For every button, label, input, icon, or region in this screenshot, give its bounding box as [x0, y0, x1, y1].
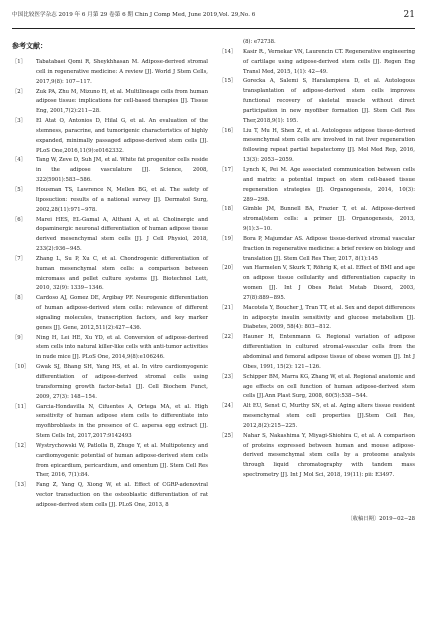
page-number: 21	[403, 10, 415, 20]
reference-text: Tabatabaei Qomi R, Sheykhhasan M. Adipose-derived stromal cell in regenerative medicine: A review [J]. World J Stem Cells, 2017,9(8): 107−117.	[36, 59, 208, 85]
reference-number: ［24］	[219, 403, 237, 410]
reference-text: Hauner H, Entenmann G. Regional variation of adipose differentiation in cultured stromal-vascular cells from the abdominal and femoral adipose tissue of obese women [J]. Int J Obes, 1991, 15(2): 121−126.	[243, 334, 415, 370]
reference-number: ［2］	[12, 88, 26, 95]
reference-item	[219, 127, 415, 166]
reference-item	[219, 333, 415, 372]
reference-text: Zuk PA, Zhu M, Mizuno H, et al. Multilineage cells from human adipose tissue: implications for cell-based therapies [J]. Tissue Eng, 2001,7(2):211−28.	[36, 88, 208, 115]
reference-item	[219, 235, 415, 265]
reference-list-right	[219, 48, 415, 481]
reference-number: ［8］	[12, 295, 26, 302]
reference-number: ［10］	[12, 364, 30, 371]
reference-text: Garcia-Hondavilla N, Cifuentes A, Ortega MA, et al. High sensitivity of human adipose stem cells to differentiate into myofibroblasts in the presence of C. aspersa egg extract [J]. Stem Cells Int, 2017,2017:9142493	[36, 403, 208, 440]
reference-item	[12, 255, 208, 294]
reference-item	[12, 294, 208, 333]
reference-number: ［7］	[12, 255, 26, 262]
reference-item	[12, 117, 208, 156]
reference-item	[12, 442, 208, 481]
reference-text: Alt EU, Senst C, Murthy SN, et al. Aging alters tissue resident mesenchymal stem cell properties [J].Stem Cell Res, 2012,8(2):215−225.	[243, 403, 415, 429]
reference-number: ［12］	[12, 442, 30, 449]
reference-number: ［22］	[219, 334, 237, 341]
reference-number: ［19］	[219, 235, 237, 242]
reference-number: ［3］	[12, 118, 26, 125]
reference-number: ［4］	[12, 157, 26, 164]
reference-number: ［20］	[219, 265, 237, 272]
reference-text: Liu T, Mu H, Shen Z, et al. Autologous adipose tissue-derived mesenchymal stem cells are involved in rat liver regeneration following repeat partial hepatectomy [J]. Mol Med Rep, 2016, 13(3): 2053−2059.	[243, 127, 415, 164]
reference-item	[219, 264, 415, 303]
reference-number: ［17］	[219, 166, 237, 173]
reference-text: van Harmelen V, Skurk T, Röhrig K, et al. Effect of BMI and age on adipose tissue cellularity and differentiation capacity in women [J]. Int J Obes Relat Metab Disord, 2003, 27(8):889−895.	[243, 265, 415, 301]
reference-item	[12, 363, 208, 402]
reference-text: Ning H, Lei HE, Xu YD, et al. Conversion of adipose-derived stem cells into natural killer-like cells with anti-tumor activities in nude mice [J]. PLoS One, 2014,9(8):e106246.	[36, 334, 208, 361]
references-right-column	[219, 38, 415, 525]
reference-item	[12, 88, 208, 118]
reference-text: El Atat O, Antonios D, Hilal G, et al. An evaluation of the stemness, paracrine, and tumorigenic characteristics of highly expanded, minimally passaged adipose-derived stem cells [J]. PLoS One,2016,11(9):e0162332.	[36, 118, 208, 154]
references-title: 参考文献：	[12, 42, 47, 50]
reference-number: ［25］	[219, 432, 237, 439]
journal-header-text: 中国比较医学杂志 2019 年 6 月第 29 卷第 6 期 Chin J Comp Med, June 2019,Vol. 29,No. 6	[12, 12, 256, 18]
reference-text: Tang W, Zeve D, Suh JM, et al. White fat progenitor cells reside in the adipose vasculature [J]. Science, 2008, 322(5901):583−586.	[36, 157, 208, 184]
reference-number: ［1］	[12, 59, 26, 65]
reference-text: Cardoso AJ, Gomez DE, Argibay PF. Neurogenic differentiation of human adipose-derived stem cells: relevance of different signaling molecules, transcription factors, and key marker genes [J]. Gene, 2012,511(2):427−436.	[36, 295, 208, 331]
reference-text: Fang Z, Yang Q, Xiong W, et al. Effect of CGRP-adenoviral vector transduction on the osteoblastic differentiation of rat adipose-derived stem cells [J]. PLoS One, 2013, 8	[36, 482, 208, 508]
reference-list-left	[12, 58, 208, 511]
reference-number: ［5］	[12, 186, 26, 193]
reference-continuation	[219, 38, 415, 48]
reference-text: Nahar S, Nakashima Y, Miyagi-Shiohira C, et al. A comparison of proteins expressed between human and mouse adipose-derived mesenchymal stem cells by a proteome analysis through liquid chromatography with tandem mass spectrometry [J]. Int J Mol Sci, 2018, 19(11): pii: E3497.	[243, 432, 415, 479]
reference-number: ［16］	[219, 127, 237, 134]
reference-text: Zhang L, Su P, Xu C, et al. Chondrogenic differentiation of human mesenchymal stem cells: a comparison between micromass and pellet culture systems [J]. Biotechnol Lett, 2010, 32(9): 1339−1346.	[36, 255, 208, 292]
reference-item	[12, 186, 208, 216]
reference-item	[219, 205, 415, 235]
reference-number: ［18］	[219, 206, 237, 213]
reference-continuation-text: (8): e72738.	[243, 39, 276, 45]
reference-item	[219, 304, 415, 334]
reference-number: ［23］	[219, 373, 237, 380]
reference-number: ［6］	[12, 216, 26, 223]
reference-text: Macotela Y, Boucher J, Tran TT, et al. Sex and depot differences in adipocyte insulin sensitivity and glucose metabolism [J]. Diabetes, 2009, 58(4): 803−812.	[243, 304, 415, 331]
reference-item	[12, 334, 208, 364]
reference-number: ［15］	[219, 78, 237, 85]
reference-item	[12, 216, 208, 255]
reference-text: Housman TS, Lawrence N, Mellen BG, et al. The safety of liposuction: results of a national survey [J]. Dermatol Surg, 2002,28(11):971−978.	[36, 186, 208, 213]
reference-text: Gwak SJ, Bhang SH, Yang HS, et al. In vitro cardiomyogenic differentiation of adipose-derived stromal cells using transforming growth factor-beta1 [J]. Cell Biochem Funct, 2009, 27(3): 148−154.	[36, 364, 208, 400]
reference-text: Bora P, Majumdar AS. Adipose tissue-derived stromal vascular fraction in regenerative medicine: a brief review on biology and translation [J]. Stem Cell Res Ther, 2017, 8(1):145	[243, 235, 415, 262]
reference-text: Lynch K, Pei M. Age associated communication between cells and matrix: a potential impact on stem cell-based tissue regeneration strategies [J]. Organogenesis, 2014, 10(3): 289−298.	[243, 166, 415, 203]
reference-text: Schipper BM, Marra KG, Zhang W, et al. Regional anatomic and age effects on cell function of human adipose-derived stem cells [J].Ann Plast Surg, 2008, 60(5):538−544.	[243, 373, 415, 400]
references-left-column	[12, 40, 208, 511]
reference-item	[12, 156, 208, 186]
reference-item	[219, 432, 415, 481]
reference-item	[12, 58, 208, 88]
reference-item	[219, 77, 415, 126]
reference-number: ［13］	[12, 482, 30, 489]
reference-number: ［9］	[12, 334, 26, 341]
reference-number: ［14］	[219, 48, 237, 55]
reference-number: ［21］	[219, 304, 237, 311]
reference-text: Gorecka A, Salemi S, Haralampieva D, et al. Autologous transplantation of adipose-derived stem cells improves functional recovery of skeletal muscle without direct participation in new myofiber formation [J]. Stem Cell Res Ther,2018,9(1): 195.	[243, 78, 415, 124]
reference-item	[12, 481, 208, 511]
reference-item	[12, 403, 208, 442]
reference-item	[219, 166, 415, 205]
reference-text: Gimble JM, Bunnell BA, Frazier T, et al. Adipose-derived stromal/stem cells: a primer [J]. Organogenesis, 2013, 9(1):3−10.	[243, 206, 415, 233]
reference-text: Wystrychowski W, Patlolla B, Zhuge Y, et al. Multipotency and cardiomyogenic potential of human adipose-derived stem cells from epicardium, pericardium, and omentum [J]. Stem Cell Res Ther, 2016, 7(1):84.	[36, 442, 208, 479]
header-rule	[12, 28, 415, 29]
reference-text: Kasir R., Vernekar VN, Laurencin CT. Regenerative engineering of cartilage using adipose-derived stem cells [J]. Regen Eng Transl Med, 2015, 1(1): 42−49.	[243, 48, 415, 75]
running-header	[12, 6, 415, 24]
reference-item	[219, 402, 415, 432]
reference-text: Marei HES, EL-Gamal A, Althani A, et al. Cholinergic and dopaminergic neuronal differentiation of human adipose tissue derived mesenchymal stem cells [J]. J Cell Physiol, 2018, 233(2):936−945.	[36, 216, 208, 253]
reference-item	[219, 48, 415, 78]
received-date: 〔收稿日期〕2019−02−28	[347, 515, 415, 522]
reference-number: ［11］	[12, 403, 30, 410]
reference-item	[219, 373, 415, 403]
